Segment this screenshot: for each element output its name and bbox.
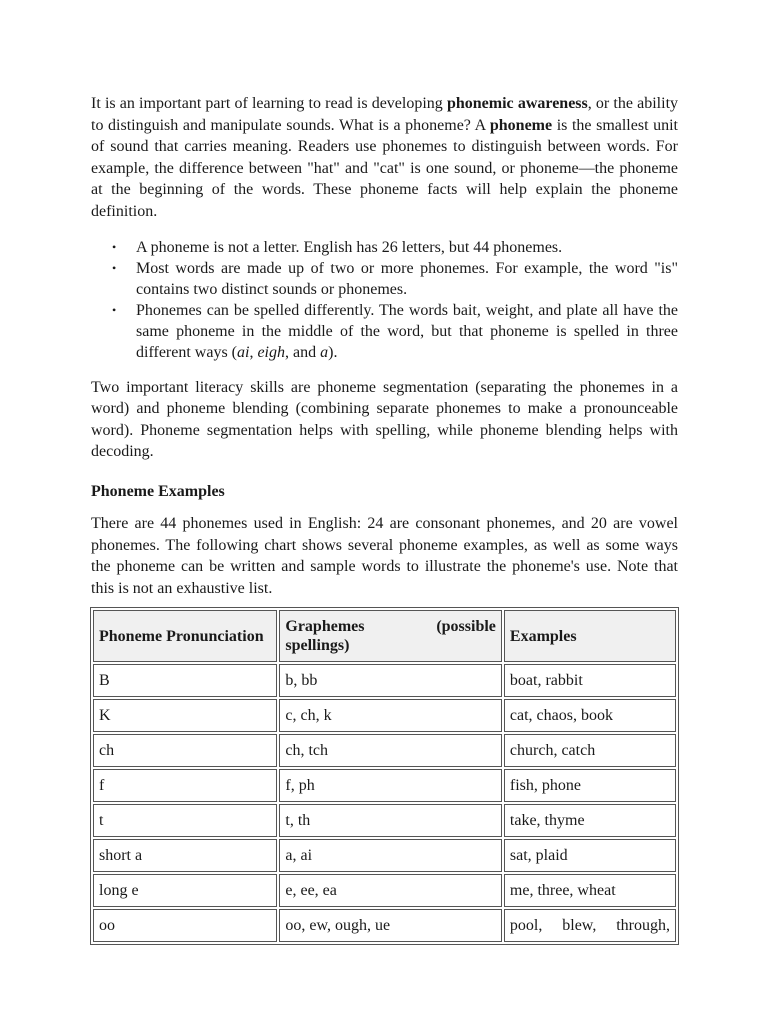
cell-pronunciation: oo bbox=[93, 909, 277, 942]
cell-graphemes: b, bb bbox=[279, 664, 502, 697]
table-row bbox=[93, 874, 676, 907]
spelling-a: a bbox=[320, 343, 329, 361]
header-pronunciation: Phoneme Pronunciation bbox=[93, 610, 277, 662]
cell-examples bbox=[504, 909, 676, 942]
fact-text: Most words are made up of two or more phonemes. For example, the word "is" contains two distinct sounds or phonemes. bbox=[136, 259, 678, 298]
header-graphemes-word: Graphemes bbox=[285, 618, 365, 636]
intro-text: It is an important part of learning to read is developing bbox=[91, 95, 447, 112]
table-row bbox=[93, 699, 676, 732]
table-header-row bbox=[93, 610, 676, 662]
table-row bbox=[93, 664, 676, 697]
phoneme-term: phoneme bbox=[489, 116, 553, 134]
intro-text: is the smallest unit of sound that carries meaning. Readers use phonemes to distinguish between words. For example, the difference between "hat" and "cat" is one sound, or phoneme—the phoneme at the beginning of the words. These phoneme facts will help explain the phoneme definition. bbox=[91, 116, 679, 220]
spelling-eigh: eigh bbox=[257, 343, 285, 361]
header-graphemes-line bbox=[285, 617, 496, 636]
bullet-icon: • bbox=[112, 302, 117, 317]
cell-examples: church, catch bbox=[504, 734, 676, 767]
cell-graphemes: a, ai bbox=[279, 839, 502, 872]
spelling-ai: ai bbox=[237, 343, 250, 361]
cell-graphemes: t, th bbox=[279, 804, 502, 837]
table-row bbox=[93, 769, 676, 802]
fact-text: A phoneme is not a letter. English has 26 letters, but 44 phonemes. bbox=[136, 238, 563, 256]
cell-pronunciation: f bbox=[93, 769, 277, 802]
cell-examples-word: pool, bbox=[509, 917, 543, 935]
list-item bbox=[112, 300, 678, 363]
examples-intro-paragraph: There are 44 phonemes used in English: 24 are consonant phonemes, and 20 are vowel phonemes. The following chart shows several phoneme examples, as well as some ways the phoneme can be written and sample words to illustrate the phoneme's use. Note that this is not an exhaustive list. bbox=[91, 514, 678, 597]
cell-graphemes: ch, tch bbox=[279, 734, 502, 767]
cell-pronunciation: short a bbox=[93, 839, 277, 872]
cell-examples: sat, plaid bbox=[504, 839, 676, 872]
phoneme-examples-table bbox=[90, 607, 679, 945]
table-row bbox=[93, 909, 676, 942]
section-heading: Phoneme Examples bbox=[91, 482, 225, 500]
cell-examples: boat, rabbit bbox=[504, 664, 676, 697]
cell-examples-line bbox=[510, 916, 670, 935]
cell-examples: cat, chaos, book bbox=[504, 699, 676, 732]
header-examples: Examples bbox=[504, 610, 676, 662]
list-item bbox=[112, 237, 678, 258]
table-row bbox=[93, 734, 676, 767]
phonemic-awareness-term: phonemic awareness bbox=[446, 95, 588, 112]
cell-graphemes: c, ch, k bbox=[279, 699, 502, 732]
literacy-skills-paragraph: Two important literacy skills are phoneme segmentation (separating the phonemes in a word) and phoneme blending (combining separate phonemes to make a pronounceable word). Phoneme segmentation helps with spelling, while phoneme blending helps with decoding. bbox=[91, 378, 678, 461]
phoneme-facts-list bbox=[91, 237, 678, 363]
intro-text: , or the ability to distinguish and manipulate sounds. What is a phoneme? A bbox=[91, 95, 679, 134]
cell-examples-word: blew, bbox=[562, 917, 597, 935]
fact-text: , and bbox=[285, 343, 321, 361]
document-page bbox=[91, 93, 678, 945]
cell-graphemes: oo, ew, ough, ue bbox=[279, 909, 502, 942]
cell-examples: take, thyme bbox=[504, 804, 676, 837]
header-graphemes-word: (possible bbox=[436, 618, 496, 636]
list-item bbox=[112, 258, 678, 300]
cell-pronunciation: K bbox=[93, 699, 277, 732]
bullet-icon: • bbox=[112, 239, 117, 254]
bullet-icon: • bbox=[112, 260, 117, 275]
cell-pronunciation: B bbox=[93, 664, 277, 697]
cell-examples: me, three, wheat bbox=[504, 874, 676, 907]
cell-pronunciation: long e bbox=[93, 874, 277, 907]
fact-text: , bbox=[249, 343, 258, 361]
header-graphemes bbox=[279, 610, 502, 662]
cell-pronunciation: t bbox=[93, 804, 277, 837]
cell-examples-word: through, bbox=[616, 917, 670, 935]
cell-pronunciation: ch bbox=[93, 734, 277, 767]
cell-graphemes: f, ph bbox=[279, 769, 502, 802]
fact-text: Phonemes can be spelled differently. The words bait, weight, and plate all have the same phoneme in the middle of the word, but that phoneme is spelled in three different ways ( bbox=[136, 301, 678, 361]
table-row bbox=[93, 804, 676, 837]
table-row bbox=[93, 839, 676, 872]
fact-text: ). bbox=[328, 343, 338, 361]
header-graphemes-word: spellings) bbox=[285, 637, 350, 655]
intro-paragraph bbox=[91, 93, 678, 223]
cell-examples: fish, phone bbox=[504, 769, 676, 802]
cell-graphemes: e, ee, ea bbox=[279, 874, 502, 907]
